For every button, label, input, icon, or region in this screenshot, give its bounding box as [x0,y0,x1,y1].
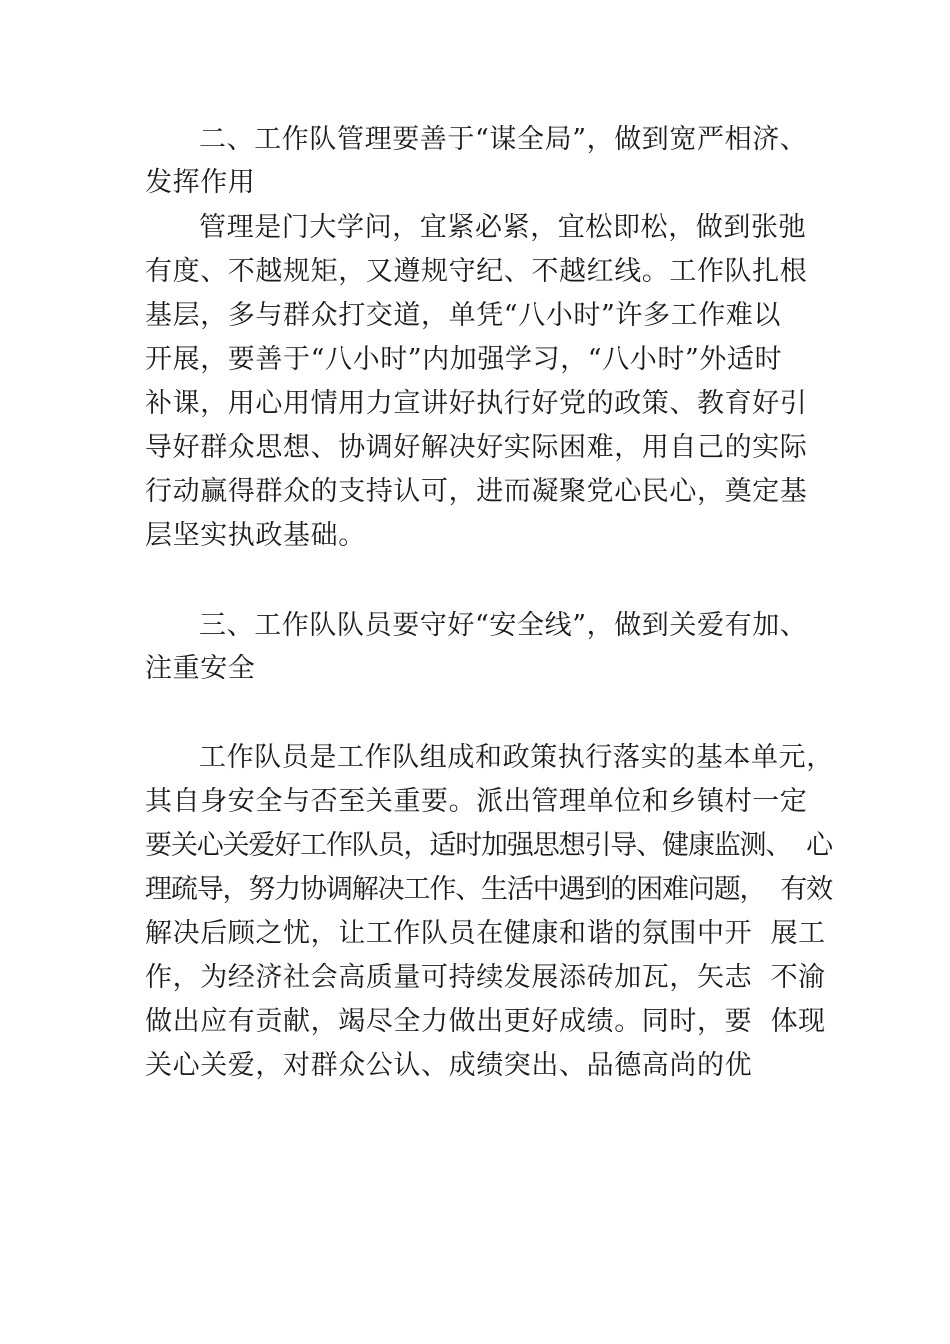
section2-body-line: 行动赢得群众的支持认可，进而凝聚党心民心，奠定基 [145,476,808,507]
section2-body-line: 补课，用心用情用力宣讲好执行好党的政策、教育好引 [145,388,808,419]
section2-heading-line: 二、工作队管理要善于“谋全局”，做到宽严相济、 [199,124,808,155]
section3-body-line: 工作队员是工作队组成和政策执行落实的基本单元， [199,742,834,773]
section2-body-line: 有度、不越规矩，又遵规守纪、不越红线。工作队扎根 [145,256,808,287]
section2-body-line: 层坚实执政基础。 [145,520,366,551]
section2-body-line: 基层，多与群众打交道，单凭“八小时”许多工作难以 [145,300,782,331]
section3-heading-line: 三、工作队队员要守好“安全线”，做到关爱有加、 [199,610,808,641]
section2-body-line: 开展，要善于“八小时”内加强学习，“八小时”外适时 [145,344,783,375]
section3-body-line: 其自身安全与否至关重要。派出管理单位和乡镇村一定 [145,786,808,817]
section3-heading-line: 注重安全 [145,653,256,684]
section3-body-line: 做出应有贡献，竭尽全力做出更好成绩。同时，要 体现 [145,1006,826,1037]
section3-body-line: 作，为经济社会高质量可持续发展添砖加瓦，矢志 不渝 [145,962,826,993]
section3-body-line: 理疏导，努力协调解决工作、生活中遇到的困难问题， 有效 [145,874,832,905]
section2-heading-line: 发挥作用 [145,167,256,198]
section3-body-line: 关心关爱，对群众公认、成绩突出、品德高尚的优 [145,1050,753,1081]
section3-body-line: 要关心关爱好工作队员，适时加强思想引导、健康监测、 心 [145,830,832,861]
section2-body-line: 导好群众思想、协调好解决好实际困难，用自己的实际 [145,432,808,463]
section3-body-line: 解决后顾之忧，让工作队员在健康和谐的氛围中开 展工 [145,918,826,949]
section2-body-line: 管理是门大学问，宜紧必紧，宜松即松，做到张弛 [199,212,807,243]
